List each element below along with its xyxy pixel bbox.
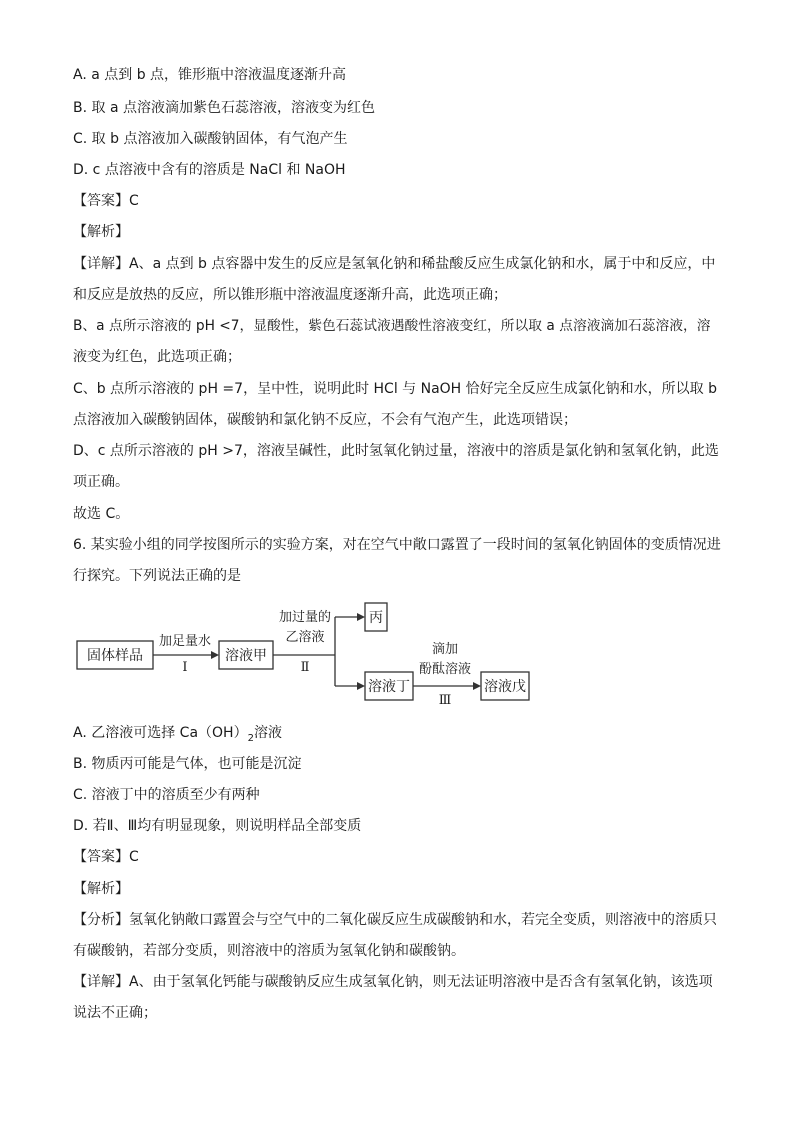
question-6-stem: 行探究。下列说法正确的是: [73, 568, 241, 584]
solution-wu-label: 溶液戊: [484, 679, 526, 695]
prev-answer: [73, 191, 721, 211]
q6-option-d: D. 若Ⅱ、Ⅲ均有明显现象，则说明样品全部变质: [73, 818, 362, 834]
q6-analysis-label: 【解析】: [73, 881, 129, 897]
option-a-text-end: 溶液: [253, 725, 282, 741]
prev-detail-line: 故选 C。: [73, 506, 130, 522]
step2-number: Ⅱ: [300, 660, 310, 675]
prev-detail-line: 【详解】A、a 点到 b 点容器中发生的反应是氢氧化钠和稀盐酸反应生成氯化钠和水，属于中和反应，中: [73, 256, 716, 272]
q6-detail-line: 【详解】A、由于氢氧化钙能与碳酸钠反应生成氢氧化钠，则无法证明溶液中是否含有氢氧化钠，该选项: [73, 974, 713, 990]
prev-detail-line: 和反应是放热的反应，所以锥形瓶中溶液温度逐渐升高，此选项正确；: [73, 287, 507, 303]
prev-detail-line: 项正确。: [73, 474, 129, 490]
prev-detail-line: C、b 点所示溶液的 pH =7，呈中性，说明此时 HCl 与 NaOH 恰好完全反应生成氯化钠和水，所以取 b: [73, 381, 717, 397]
prev-detail-line: 液变为红色，此选项正确；: [73, 349, 241, 365]
answer-value: C: [129, 193, 139, 209]
q6-option-b: B. 物质丙可能是气体，也可能是沉淀: [73, 756, 302, 772]
q6-option-c: C. 溶液丁中的溶质至少有两种: [73, 787, 260, 803]
step3-number: Ⅲ: [438, 693, 452, 708]
answer-value: C: [129, 849, 139, 865]
step2-reagent-line1: 加过量的: [278, 610, 332, 625]
bing-label: 丙: [369, 610, 383, 626]
prev-option-a: A. a 点到 b 点，锥形瓶中溶液温度逐渐升高: [73, 67, 347, 83]
answer-label: 【答案】: [73, 193, 129, 209]
q6-fenxi-line: 【分析】氢氧化钠敞口露置会与空气中的二氧化碳反应生成碳酸钠和水，若完全变质，则溶液中的溶质只: [73, 912, 717, 928]
q6-fenxi-line: 有碳酸钠，若部分变质，则溶液中的溶质为氢氧化钠和碳酸钠。: [73, 943, 465, 959]
prev-option-c: C. 取 b 点溶液加入碳酸钠固体，有气泡产生: [73, 131, 348, 147]
option-a-subscript: 2: [247, 732, 254, 744]
step3-reagent-line1: 滴加: [431, 642, 459, 657]
prev-detail-line: 点溶液加入碳酸钠固体，碳酸钠和氯化钠不反应，不会有气泡产生，此选项错误；: [73, 412, 577, 428]
prev-analysis-label: 【解析】: [73, 224, 129, 240]
prev-detail-line: D、c 点所示溶液的 pH >7，溶液呈碱性，此时氢氧化钠过量，溶液中的溶质是氯化钠和氢氧化钠，此选: [73, 443, 719, 459]
solution-ding-label: 溶液丁: [368, 679, 410, 695]
sample-label: 固体样品: [87, 648, 143, 664]
question-6-stem: 6. 某实验小组的同学按图所示的实验方案，对在空气中敞口露置了一段时间的氢氧化钠固体的变质情况进: [73, 537, 721, 553]
q6-option-a: [73, 723, 721, 749]
answer-label: 【答案】: [73, 849, 129, 865]
step1-reagent: 加足量水: [158, 634, 212, 649]
experiment-flow-diagram: [73, 600, 543, 710]
prev-detail-line: B、a 点所示溶液的 pH <7，显酸性，紫色石蕊试液遇酸性溶液变红，所以取 a 点溶液滴加石蕊溶液，溶: [73, 318, 711, 334]
option-a-text: A. 乙溶液可选择 Ca（OH）: [73, 725, 248, 741]
step1-number: Ⅰ: [182, 660, 188, 675]
solution-jia-label: 溶液甲: [225, 648, 267, 664]
prev-option-d: D. c 点溶液中含有的溶质是 NaCl 和 NaOH: [73, 162, 346, 178]
step3-reagent-line2: 酚酞溶液: [418, 662, 472, 677]
step2-reagent-line2: 乙溶液: [285, 630, 325, 645]
prev-option-b: B. 取 a 点溶液滴加紫色石蕊溶液，溶液变为红色: [73, 100, 375, 116]
q6-answer: [73, 847, 721, 867]
q6-detail-line: 说法不正确；: [73, 1005, 157, 1021]
